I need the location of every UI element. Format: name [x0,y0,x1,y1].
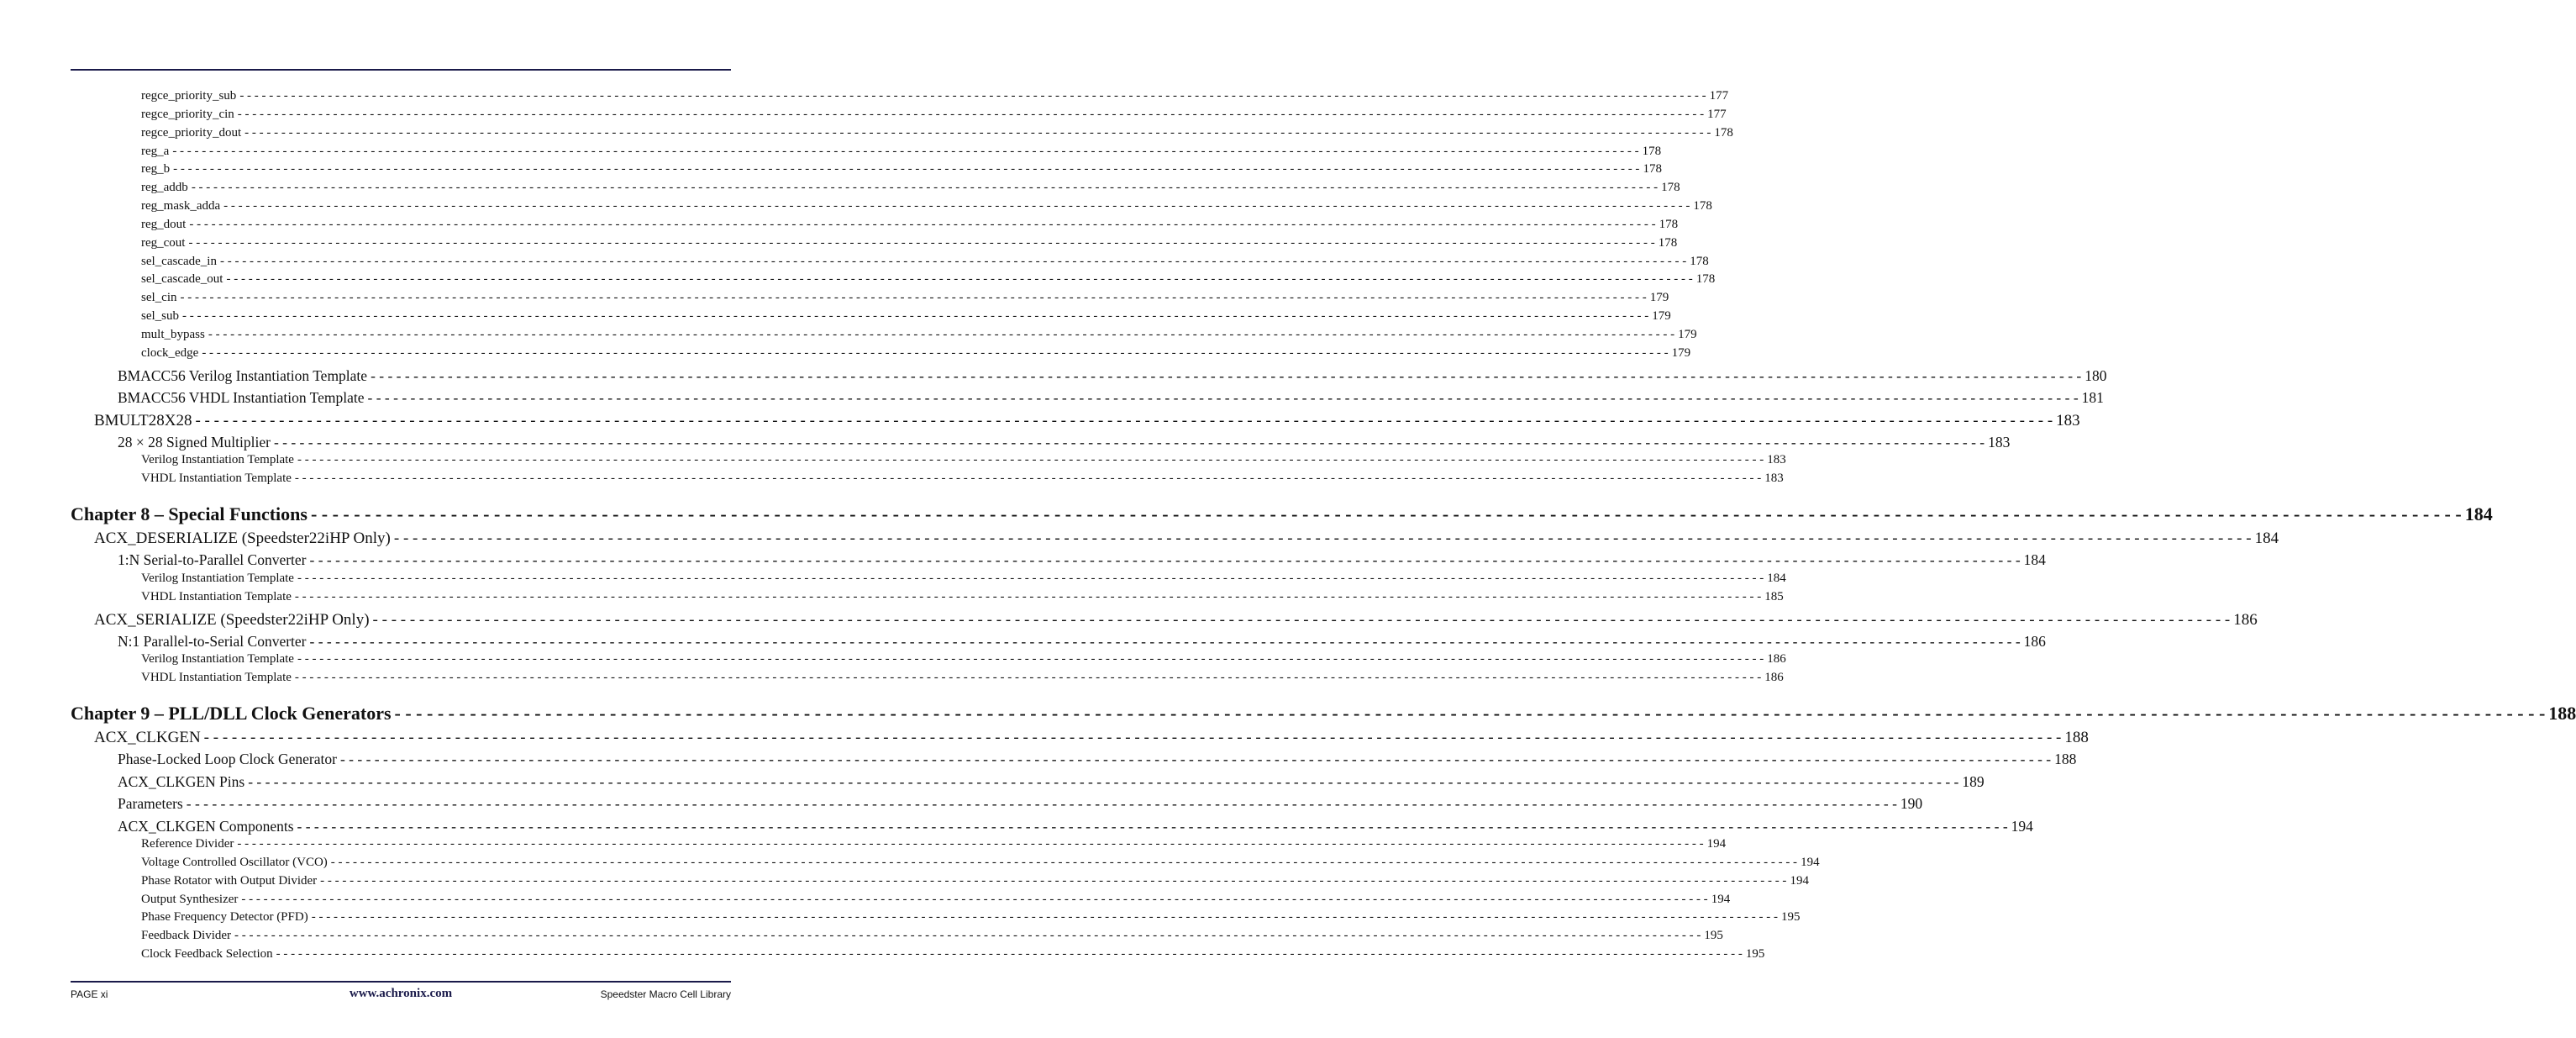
footer-rule [71,981,731,983]
toc-entry-title: VHDL Instantiation Template [141,671,292,684]
toc-leader-dots: - - - - - - - - - - - - - - - - - - - - - - - - - - - - - - - - - - - - - - - - - - - - - - - - - - - - - - - - - - - - - - - - - - - - - - - - - - - - - - - - - - - - - - - - - - - - - - - - - - - - - - - - - - - - - - - - - - - - - - - - - - - - - - - - - - - - - - - - - - - - - - - - - - - - - - - - - - - - - - - - - - - - - - - - - - - - - - - - - - - - - - - - - - - - - - - - - - - - - - - - [309,551,2021,568]
toc-entry[interactable] [141,309,1671,324]
toc-entry-title: clock_edge [141,346,199,360]
toc-leader-dots: - - - - - - - - - - - - - - - - - - - - - - - - - - - - - - - - - - - - - - - - - - - - - - - - - - - - - - - - - - - - - - - - - - - - - - - - - - - - - - - - - - - - - - - - - - - - - - - - - - - - - - - - - - - - - - - - - - - - - - - - - - - - - - - - - - - - - - - - - - - - - - - - - - - - - - - - - - - - - - - - - - - - - - - - - - - - - - - - - - - - - - - - - - - - - - - - - - - - - - - - [219,255,1687,268]
toc-entry-page: 194 [1790,874,1809,888]
toc-entry-title: sel_cin [141,291,177,304]
toc-entry-title: BMACC56 Verilog Instantiation Template [118,367,368,384]
toc-entry-title: reg_b [141,162,171,176]
toc-entry-page: 178 [1661,181,1680,194]
toc-leader-dots: - - - - - - - - - - - - - - - - - - - - - - - - - - - - - - - - - - - - - - - - - - - - - - - - - - - - - - - - - - - - - - - - - - - - - - - - - - - - - - - - - - - - - - - - - - - - - - - - - - - - - - - - - - - - - - - - - - - - - - - - - - - - - - - - - - - - - - - - - - - - - - - - - - - - - - - - - - - - - - - - - - - - - - - - - - - - - - - - - - - - - - - - - - - - - - - - - - - - - - - - [234,929,1701,942]
toc-entry-title: Phase-Locked Loop Clock Generator [118,751,337,767]
toc-leader-dots: - - - - - - - - - - - - - - - - - - - - - - - - - - - - - - - - - - - - - - - - - - - - - - - - - - - - - - - - - - - - - - - - - - - - - - - - - - - - - - - - - - - - - - - - - - - - - - - - - - - - - - - - - - - - - - - - - - - - - - - - - - - - - - - - - - - - - - - - - - - - - - - - - - - - - - - - - - - - - - - - - - - - - - - - - - - - - - - - - - - - - - - - - - - - - - - - - - - - - - - - [241,893,1708,906]
toc-entry-page: 181 [2081,389,2104,406]
toc-leader-dots: - - - - - - - - - - - - - - - - - - - - - - - - - - - - - - - - - - - - - - - - - - - - - - - - - - - - - - - - - - - - - - - - - - - - - - - - - - - - - - - - - - - - - - - - - - - - - - - - - - - - - - - - - - - - - - - - - - - - - - - - - - - - - - - - - - - - - - - - - - - - - - - - - - - - - - - - - - - - - - - - - - - - - - - - - - - - - - - - - - - - - - - - - - - - - - - - - - - - - - - - [309,633,2021,650]
toc-entry-page: 177 [1709,89,1729,103]
toc-entry-page: 184 [2023,551,2046,568]
toc-entry-page: 184 [2464,503,2493,524]
toc-entry-page: 184 [1767,572,1786,585]
toc-leader-dots: - - - - - - - - - - - - - - - - - - - - - - - - - - - - - - - - - - - - - - - - - - - - - - - - - - - - - - - - - - - - - - - - - - - - - - - - - - - - - - - - - - - - - - - - - - - - - - - - - - - - - - - - - - - - - - - - - - - - - - - - - - - - - - - - - - - - - - - - - - - - - - - - - - - - - - - - - - - - - - - - - - - - - - - - - - - - - - - - - - - - - - - - - - - - - - - - - - - - - - - - [208,328,1675,341]
toc-entry-title: Output Synthesizer [141,893,239,906]
toc-entry[interactable] [141,671,1784,685]
toc-entry[interactable] [141,181,1680,195]
toc-entry[interactable] [141,272,1716,287]
toc-entry[interactable] [141,929,1723,943]
toc-entry-page: 186 [1764,671,1784,684]
toc-entry-title: ACX_CLKGEN Pins [118,773,245,790]
toc-entry-page: 183 [2056,412,2080,429]
toc-entry-title: Phase Rotator with Output Divider [141,874,318,888]
toc-entry[interactable] [141,346,1691,361]
toc-entry-title: BMACC56 VHDL Instantiation Template [118,389,365,406]
toc-leader-dots: - - - - - - - - - - - - - - - - - - - - - - - - - - - - - - - - - - - - - - - - - - - - - - - - - - - - - - - - - - - - - - - - - - - - - - - - - - - - - - - - - - - - - - - - - - - - - - - - - - - - - - - - - - - - - - - - - - - - - - - - - - - - - - - - - - - - - - - - - - - - - - - - - - - - - - - - - - - - - - - - - - - - - - - - - - - - - - - - - - - - - - - - - - - - - - - - - - - - - - - - [294,590,1762,603]
toc-entry-page: 186 [2023,633,2046,650]
toc-entry[interactable] [94,729,2089,747]
toc-entry[interactable] [141,145,1662,159]
toc-entry[interactable] [118,751,2077,768]
toc-leader-dots: - - - - - - - - - - - - - - - - - - - - - - - - - - - - - - - - - - - - - - - - - - - - - - - - - - - - - - - - - - - - - - - - - - - - - - - - - - - - - - - - - - - - - - - - - - - - - - - - - - - - - - - - - - - - - - - - - - - - - - - - - - - - - - - - - - - - - - - - - - - - - - - - - - - - - - - - - - - - - - - - - - - - - - - - - - - - - - - - - - - - - - - - - - - - - - - - - - - - - - - - [339,751,2052,767]
toc-leader-dots: - - - - - - - - - - - - - - - - - - - - - - - - - - - - - - - - - - - - - - - - - - - - - - - - - - - - - - - - - - - - - - - - - - - - - - - - - - - - - - - - - - - - - - - - - - - - - - - - - - - - - - - - - - - - - - - - - - - - - - - - - - - - - - - - - - - - - - - - - - - - - - - - - - - - - - - - - - - - - - - - - - - - - - - - - - - - - - - - - - - - - - - - - - - - - - - - - - - - - - - - [172,145,1639,158]
toc-leader-dots: - - - - - - - - - - - - - - - - - - - - - - - - - - - - - - - - - - - - - - - - - - - - - - - - - - - - - - - - - - - - - - - - - - - - - - - - - - - - - - - - - - - - - - - - - - - - - - - - - - - - - - - - - - - - - - - - - - - - - - - - - - - - - - - - - - - - - - - - - - - - - - - - - - - - - - - - - - - - - - - - - - - - - - - - - - - - - - - - - - - - - - - - - - - - - - - - - - - - - - - - [276,947,1743,961]
toc-entry-title: regce_priority_dout [141,126,242,140]
toc-entry-title: ACX_CLKGEN Components [118,818,294,835]
toc-entry-page: 179 [1649,291,1669,304]
toc-entry[interactable] [141,236,1678,250]
toc-entry[interactable] [118,818,2033,835]
toc-entry-page: 194 [2011,818,2033,835]
toc-entry-page: 179 [1671,346,1691,360]
toc-leader-dots: - - - - - - - - - - - - - - - - - - - - - - - - - - - - - - - - - - - - - - - - - - - - - - - - - - - - - - - - - - - - - - - - - - - - - - - - - - - - - - - - - - - - - - - - - - - - - - - - - - - - - - - - - - - - - - - - - - - - - - - - - - - - - - - - - - - - - - - - - - - - - - - - - - - - - - - - - - - - - - - - - - - - - - - - - - - - - - - - - - - - - - - - - - - - - - - - - - - - - - - - [367,389,2079,406]
toc-leader-dots: - - - - - - - - - - - - - - - - - - - - - - - - - - - - - - - - - - - - - - - - - - - - - - - - - - - - - - - - - - - - - - - - - - - - - - - - - - - - - - - - - - - - - - - - - - - - - - - - - - - - - - - - - - - - - - - - - - - - - - - - - - - - - - - - - - - - - - - - - - - - - - - - - - - - - - - - - - - - - - - - - - - - - - - - - - - - - - - - - - - - - - - - - - - - - - - - - - - - - - - - [189,218,1656,231]
toc-entry-page: 195 [1745,947,1765,961]
toc-entry-title: regce_priority_cin [141,108,234,121]
toc-entry-title: 28 × 28 Signed Multiplier [118,434,271,451]
toc-entry-title: Verilog Instantiation Template [141,572,294,585]
toc-entry-title: Chapter 9 – PLL/DLL Clock Generators [71,703,392,724]
toc-entry-page: 194 [1706,837,1727,851]
toc-entry-page: 178 [1658,236,1678,250]
toc-leader-dots: - - - - - - - - - - - - - - - - - - - - - - - - - - - - - - - - - - - - - - - - - - - - - - - - - - - - - - - - - - - - - - - - - - - - - - - - - - - - - - - - - - - - - - - - - - - - - - - - - - - - - - - - - - - - - - - - - - - - - - - - - - - - - - - - - - - - - - - - - - - - - - - - - - - - - - - - - - - - - - - - - - - - - - - - - - - - - - - - - - - - - - - - - - - - - - - - - - - - - - - - [239,89,1706,103]
toc-leader-dots: - - - - - - - - - - - - - - - - - - - - - - - - - - - - - - - - - - - - - - - - - - - - - - - - - - - - - - - - - - - - - - - - - - - - - - - - - - - - - - - - - - - - - - - - - - - - - - - - - - - - - - - - - - - - - - - - - - - - - - - - - - - - - - - - - - - - - - - - - - - - - - - - - - - - - - - - - - - - - - - - - - - - - - - - - - - - - - - - - - - - - - - - - - - - - - - - - - - - - - - - [180,291,1647,304]
toc-leader-dots: - - - - - - - - - - - - - - - - - - - - - - - - - - - - - - - - - - - - - - - - - - - - - - - - - - - - - - - - - - - - - - - - - - - - - - - - - - - - - - - - - - - - - - - - - - - - - - - - - - - - - - - - - - - - - - - - - - - - - - - - - - - - - - - - - - - - - - - - - - - - - - - - - - - - - - - - - - - - - - - - - - - - - - - - - - - - - - - - - - - - - - - - - - - - - - - - - - - - - - - - [173,162,1640,176]
toc-leader-dots: - - - - - - - - - - - - - - - - - - - - - - - - - - - - - - - - - - - - - - - - - - - - - - - - - - - - - - - - - - - - - - - - - - - - - - - - - - - - - - - - - - - - - - - - - - - - - - - - - - - - - - - - - - - - - - - - - - - - - - - - - - - - - - - - - - - - - - - - - - - - - - - - - - - - - - - - - - - - - - - - - - - - - - - - - - - - - - - - - - - - - - - - - - - - - - - - - - - - - - - - [294,472,1762,485]
toc-entry[interactable] [71,703,2576,724]
toc-leader-dots: - - - - - - - - - - - - - - - - - - - - - - - - - - - - - - - - - - - - - - - - - - - - - - - - - - - - - - - - - - - - - - - - - - - - - - - - - - - - - - - - - - - - - - - - - - - - - - - - - - - - - - - - - - - - - - - - - - - - - - - - - - - - - - - - - - - - - - - - - - - - - - - - - - - - - - - - - - - - - - - - - - - - - - - - - - - - - - - - - - - - - - - - - - - - - - - - - - - - - - - - [311,910,1778,924]
toc-entry-title: reg_dout [141,218,187,231]
toc-entry[interactable] [141,874,1809,888]
toc-leader-dots: - - - - - - - - - - - - - - - - - - - - - - - - - - - - - - - - - - - - - - - - - - - - - - - - - - - - - - - - - - - - - - - - - - - - - - - - - - - - - - - - - - - - - - - - - - - - - - - - - - - - - - - - - - - - - - - - - - - - - - - - - - - - - - - - - - - - - - - - - - - - - - - - - - - - - - - - - - - - - - - - - - - - - - - - - - - - - - - - - - - - - - - - - - - - - - - - - - - - - - - - [294,671,1762,684]
toc-entry[interactable] [94,611,2258,630]
toc-entry[interactable] [141,453,1786,467]
toc-entry-page: 188 [2064,729,2089,746]
toc-entry[interactable] [141,572,1786,586]
toc-entry[interactable] [141,218,1679,232]
toc-entry[interactable] [141,837,1727,851]
toc-entry-title: Voltage Controlled Oscillator (VCO) [141,856,328,869]
toc-leader-dots: - - - - - - - - - - - - - - - - - - - - - - - - - - - - - - - - - - - - - - - - - - - - - - - - - - - - - - - - - - - - - - - - - - - - - - - - - - - - - - - - - - - - - - - - - - - - - - - - - - - - - - - - - - - - - - - - - - - - - - - - - - - - - - - - - - - - - - - - - - - - - - - - - - - - - - - - - - - - - - - - - - - - - - - - - - - - - - - - - - - - - - - - - - - - - - - - - - - - - - - - [297,818,2008,835]
toc-entry-title: VHDL Instantiation Template [141,472,292,485]
toc-entry[interactable] [141,291,1669,305]
toc-entry-title: ACX_CLKGEN [94,729,201,746]
toc-leader-dots: - - - - - - - - - - - - - - - - - - - - - - - - - - - - - - - - - - - - - - - - - - - - - - - - - - - - - - - - - - - - - - - - - - - - - - - - - - - - - - - - - - - - - - - - - - - - - - - - - - - - - - - - - - - - - - - - - - - - - - - - - - - - - - - - - - - - - - - - - - - - - - - - - - - - - - - - - - - - - - - - - - - - - - - - - - - - - - - - - - - - - - - - - - - - - - - - - - - - - - - - [203,729,2062,746]
toc-entry[interactable] [118,773,1985,791]
toc-entry[interactable] [118,551,2046,569]
toc-leader-dots: - - - - - - - - - - - - - - - - - - - - - - - - - - - - - - - - - - - - - - - - - - - - - - - - - - - - - - - - - - - - - - - - - - - - - - - - - - - - - - - - - - - - - - - - - - - - - - - - - - - - - - - - - - - - - - - - - - - - - - - - - - - - - - - - - - - - - - - - - - - - - - - - - - - - - - - - - - - - - - - - - - - - - - - - - - - - - - - - - - - - - - - - - - - - - - - - - - - - - - - - [237,108,1705,121]
toc-entry-page: 183 [1767,453,1786,466]
footer-website-link[interactable]: www.achronix.com [349,987,453,1000]
toc-entry-page: 186 [2233,611,2258,629]
toc-entry[interactable] [141,856,1820,870]
toc-entry[interactable] [71,503,2493,525]
toc-entry[interactable] [141,108,1727,122]
toc-entry-title: Chapter 8 – Special Functions [71,503,308,524]
toc-leader-dots: - - - - - - - - - - - - - - - - - - - - - - - - - - - - - - - - - - - - - - - - - - - - - - - - - - - - - - - - - - - - - - - - - - - - - - - - - - - - - - - - - - - - - - - - - - - - - - - - - - - - - - - - - - - - - - - - - - - - - - - - - - - - - - - - - - - - - - - - - - - - - - - - - - - - - - - - - - - - - - - - - - - - - - - - - - - - - - - - - - - - - - - - - - - - - - - - - - - - - - - - [188,236,1655,250]
toc-entry-page: 194 [1711,893,1731,906]
toc-entry[interactable] [141,652,1786,667]
toc-entry-title: Verilog Instantiation Template [141,652,294,666]
toc-entry[interactable] [141,910,1801,925]
toc-entry-title: BMULT28X28 [94,412,192,429]
toc-leader-dots: - - - - - - - - - - - - - - - - - - - - - - - - - - - - - - - - - - - - - - - - - - - - - - - - - - - - - - - - - - - - - - - - - - - - - - - - - - - - - - - - - - - - - - - - - - - - - - - - - - - - - - - - - - - - - - - - - - - - - - - - - - - - - - - - - - - - - - - - - - - - - - - - - - - - - - - - - - - - - - - - - - - - - - - - - - - - - - - - - - - - - - - - - - - - - - - - - - - - - - - - [186,795,1897,812]
toc-entry-title: reg_cout [141,236,186,250]
toc-entry-page: 178 [1690,255,1709,268]
toc-entry-title: ACX_SERIALIZE (Speedster22iHP Only) [94,611,370,629]
toc-entry[interactable] [118,389,2104,407]
toc-entry-title: reg_addb [141,181,188,194]
toc-entry-page: 178 [1659,218,1679,231]
toc-entry-page: 183 [1988,434,2011,451]
toc-entry-title: 1:N Serial-to-Parallel Converter [118,551,307,568]
toc-entry[interactable] [118,367,2107,385]
toc-entry-title: mult_bypass [141,328,205,341]
toc-leader-dots: - - - - - - - - - - - - - - - - - - - - - - - - - - - - - - - - - - - - - - - - - - - - - - - - - - - - - - - - - - - - - - - - - - - - - - - - - - - - - - - - - - - - - - - - - - - - - - - - - - - - - - - - - - - - - - - - - - - - - - - - - - - - - - - - - - - - - - - - - - - - - - - - - - - - - - - - - - - - - - - - - - - - - - - - - - - - - - - - - - - - - - - - - - - - - - - - - - - - - - - - [226,272,1693,286]
toc-entry-page: 178 [1714,126,1733,140]
toc-entry[interactable] [141,199,1712,213]
toc-leader-dots: - - - - - - - - - - - - - - - - - - - - - - - - - - - - - - - - - - - - - - - - - - - - - - - - - - - - - - - - - - - - - - - - - - - - - - - - - - - - - - - - - - - - - - - - - - - - - - - - - - - - - - - - - - - - - - - - - - - - - - - - - - - - - - - - - - - - - - - - - - - - - - - - - - - - - - - - - - - - - - - - - - - - - - - - - - - - - - - - - - - - - - - - - - - - - - - - - - - - - - - - [237,837,1704,851]
toc-leader-dots: - - - - - - - - - - - - - - - - - - - - - - - - - - - - - - - - - - - - - - - - - - - - - - - - - - - - - - - - - - - - - - - - - - - - - - - - - - - - - - - - - - - - - - - - - - - - - - - - - - - - - - - - - - - - - - - - - - - - - - - - - - - - - - - - - - - - - - - - - - - - - - - - - - - - - - - - - - - - - - - - - - - - - - - - - - - - - - - - - - - - - - - - - - - - - - - - - - - - - - - - [223,199,1690,213]
toc-leader-dots: - - - - - - - - - - - - - - - - - - - - - - - - - - - - - - - - - - - - - - - - - - - - - - - - - - - - - - - - - - - - - - - - - - - - - - - - - - - - - - - - - - - - - - - - - - - - - - - - - - - - - - - - - - - - - - - - - - - - - - - - - - - - - - - - - - - - - - - - - - - - - - - - - - - - - - - - - - - - - - - - - - - - - - - - - - - - - - - - - - - - - - - - - - - - - - - - - - - - - - - - [297,652,1764,666]
toc-entry[interactable] [141,893,1731,907]
toc-entry-title: Parameters [118,795,183,812]
footer-doc-title: Speedster Macro Cell Library [600,988,731,1000]
toc-leader-dots: - - - - - - - - - - - - - - - - - - - - - - - - - - - - - - - - - - - - - - - - - - - - - - - - - - - - - - - - - - - - - - - - - - - - - - - - - - - - - - - - - - - - - - - - - - - - - - - - - - - - - - - - - - - - - - - - - - - - - - - - - - - - - - - - - - - - - - - - - - - - - - - - - - - - - - - - - - - - - - - - - - - - - - - - - - - - - - - - - - - - - - - - - - - - - - - - - - - - - - - - [195,412,2053,429]
toc-entry-page: 179 [1652,309,1671,323]
toc-entry-title: sel_cascade_out [141,272,223,286]
toc-leader-dots: - - - - - - - - - - - - - - - - - - - - - - - - - - - - - - - - - - - - - - - - - - - - - - - - - - - - - - - - - - - - - - - - - - - - - - - - - - - - - - - - - - - - - - - - - - - - - - - - - - - - - - - - - - - - - - - - - - - - - - - - - - - - - - - - - - - - - - - - - - - - - - - - - - - - - - - - - - - - - - - - - - - - - - - - - - - - - - - - - - - - - - - - - - - - - - - - - - - - - - - - [248,773,1959,790]
toc-leader-dots: - - - - - - - - - - - - - - - - - - - - - - - - - - - - - - - - - - - - - - - - - - - - - - - - - - - - - - - - - - - - - - - - - - - - - - - - - - - - - - - - - - - - - - - - - - - - - - - - - - - - - - - - - - - - - - - - - - - - - - - - - - - - - - - - - - - - - - - - - - - - - - - - - - - - - - - - - - - - - - - - - - - - - - - - - - - - - - - - - - - - - - - - - - - - - - - - - - - - - - - - [273,434,1985,451]
toc-entry-page: 177 [1707,108,1727,121]
toc-entry-page: 195 [1704,929,1723,942]
toc-entry[interactable] [94,412,2080,430]
toc-leader-dots: - - - - - - - - - - - - - - - - - - - - - - - - - - - - - - - - - - - - - - - - - - - - - - - - - - - - - - - - - - - - - - - - - - - - - - - - - - - - - - - - - - - - - - - - - - - - - - - - - - - - - - - - - - - - - - - - - - - - - - - - - - - - - - - - - - - - - - - - - - - - - - - - - - - - - - - - - - - - - - - - - - - - - - - - - - - - - - - - - - - - - - - - - - - - - - - - - - - - - - - - [394,703,2546,724]
toc-leader-dots: - - - - - - - - - - - - - - - - - - - - - - - - - - - - - - - - - - - - - - - - - - - - - - - - - - - - - - - - - - - - - - - - - - - - - - - - - - - - - - - - - - - - - - - - - - - - - - - - - - - - - - - - - - - - - - - - - - - - - - - - - - - - - - - - - - - - - - - - - - - - - - - - - - - - - - - - - - - - - - - - - - - - - - - - - - - - - - - - - - - - - - - - - - - - - - - - - - - - - - - - [310,503,2462,524]
toc-entry[interactable] [118,633,2046,651]
toc-entry[interactable] [141,590,1784,604]
toc-entry-title: reg_a [141,145,170,158]
toc-entry[interactable] [141,472,1784,486]
toc-entry[interactable] [118,795,1923,813]
toc-leader-dots: - - - - - - - - - - - - - - - - - - - - - - - - - - - - - - - - - - - - - - - - - - - - - - - - - - - - - - - - - - - - - - - - - - - - - - - - - - - - - - - - - - - - - - - - - - - - - - - - - - - - - - - - - - - - - - - - - - - - - - - - - - - - - - - - - - - - - - - - - - - - - - - - - - - - - - - - - - - - - - - - - - - - - - - - - - - - - - - - - - - - - - - - - - - - - - - - - - - - - - - - [182,309,1649,323]
toc-entry[interactable] [141,947,1765,962]
toc-entry-page: 190 [1900,795,1923,812]
footer-page-label: PAGE xi [71,988,108,1000]
toc-entry-title: Clock Feedback Selection [141,947,273,961]
toc-entry-title: Verilog Instantiation Template [141,453,294,466]
toc-entry-page: 178 [1695,272,1716,286]
toc-entry-title: Reference Divider [141,837,234,851]
toc-leader-dots: - - - - - - - - - - - - - - - - - - - - - - - - - - - - - - - - - - - - - - - - - - - - - - - - - - - - - - - - - - - - - - - - - - - - - - - - - - - - - - - - - - - - - - - - - - - - - - - - - - - - - - - - - - - - - - - - - - - - - - - - - - - - - - - - - - - - - - - - - - - - - - - - - - - - - - - - - - - - - - - - - - - - - - - - - - - - - - - - - - - - - - - - - - - - - - - - - - - - - - - - [393,530,2252,547]
toc-entry-page: 189 [1962,773,1985,790]
toc-entry[interactable] [141,328,1697,342]
toc-entry-title: Phase Frequency Detector (PFD) [141,910,308,924]
toc-entry-title: ACX_DESERIALIZE (Speedster22iHP Only) [94,530,391,547]
toc-entry-page: 195 [1780,910,1801,924]
toc-entry[interactable] [118,434,2011,451]
toc-entry-title: reg_mask_adda [141,199,221,213]
toc-entry-page: 183 [1764,472,1784,485]
toc-leader-dots: - - - - - - - - - - - - - - - - - - - - - - - - - - - - - - - - - - - - - - - - - - - - - - - - - - - - - - - - - - - - - - - - - - - - - - - - - - - - - - - - - - - - - - - - - - - - - - - - - - - - - - - - - - - - - - - - - - - - - - - - - - - - - - - - - - - - - - - - - - - - - - - - - - - - - - - - - - - - - - - - - - - - - - - - - - - - - - - - - - - - - - - - - - - - - - - - - - - - - - - - [202,346,1669,360]
toc-entry-title: regce_priority_sub [141,89,237,103]
toc-entry-title: sel_cascade_in [141,255,217,268]
toc-entry[interactable] [141,162,1662,177]
toc-entry-page: 185 [1764,590,1784,603]
toc-entry[interactable] [141,126,1733,140]
toc-leader-dots: - - - - - - - - - - - - - - - - - - - - - - - - - - - - - - - - - - - - - - - - - - - - - - - - - - - - - - - - - - - - - - - - - - - - - - - - - - - - - - - - - - - - - - - - - - - - - - - - - - - - - - - - - - - - - - - - - - - - - - - - - - - - - - - - - - - - - - - - - - - - - - - - - - - - - - - - - - - - - - - - - - - - - - - - - - - - - - - - - - - - - - - - - - - - - - - - - - - - - - - - [297,572,1764,585]
toc-entry-page: 178 [1643,162,1662,176]
toc-entry-title: Feedback Divider [141,929,232,942]
toc-leader-dots: - - - - - - - - - - - - - - - - - - - - - - - - - - - - - - - - - - - - - - - - - - - - - - - - - - - - - - - - - - - - - - - - - - - - - - - - - - - - - - - - - - - - - - - - - - - - - - - - - - - - - - - - - - - - - - - - - - - - - - - - - - - - - - - - - - - - - - - - - - - - - - - - - - - - - - - - - - - - - - - - - - - - - - - - - - - - - - - - - - - - - - - - - - - - - - - - - - - - - - - - [191,181,1659,194]
toc-entry-page: 179 [1678,328,1697,341]
toc-leader-dots: - - - - - - - - - - - - - - - - - - - - - - - - - - - - - - - - - - - - - - - - - - - - - - - - - - - - - - - - - - - - - - - - - - - - - - - - - - - - - - - - - - - - - - - - - - - - - - - - - - - - - - - - - - - - - - - - - - - - - - - - - - - - - - - - - - - - - - - - - - - - - - - - - - - - - - - - - - - - - - - - - - - - - - - - - - - - - - - - - - - - - - - - - - - - - - - - - - - - - - - - [372,611,2231,629]
toc-entry-page: 178 [1693,199,1712,213]
toc-entry-page: 184 [2254,530,2279,547]
toc-entry-title: sel_sub [141,309,179,323]
toc-leader-dots: - - - - - - - - - - - - - - - - - - - - - - - - - - - - - - - - - - - - - - - - - - - - - - - - - - - - - - - - - - - - - - - - - - - - - - - - - - - - - - - - - - - - - - - - - - - - - - - - - - - - - - - - - - - - - - - - - - - - - - - - - - - - - - - - - - - - - - - - - - - - - - - - - - - - - - - - - - - - - - - - - - - - - - - - - - - - - - - - - - - - - - - - - - - - - - - - - - - - - - - - [320,874,1787,888]
toc-leader-dots: - - - - - - - - - - - - - - - - - - - - - - - - - - - - - - - - - - - - - - - - - - - - - - - - - - - - - - - - - - - - - - - - - - - - - - - - - - - - - - - - - - - - - - - - - - - - - - - - - - - - - - - - - - - - - - - - - - - - - - - - - - - - - - - - - - - - - - - - - - - - - - - - - - - - - - - - - - - - - - - - - - - - - - - - - - - - - - - - - - - - - - - - - - - - - - - - - - - - - - - - [330,856,1798,869]
toc-entry-page: 178 [1642,145,1662,158]
toc-leader-dots: - - - - - - - - - - - - - - - - - - - - - - - - - - - - - - - - - - - - - - - - - - - - - - - - - - - - - - - - - - - - - - - - - - - - - - - - - - - - - - - - - - - - - - - - - - - - - - - - - - - - - - - - - - - - - - - - - - - - - - - - - - - - - - - - - - - - - - - - - - - - - - - - - - - - - - - - - - - - - - - - - - - - - - - - - - - - - - - - - - - - - - - - - - - - - - - - - - - - - - - - [371,367,2082,384]
toc-entry-page: 188 [2548,703,2576,724]
toc-leader-dots: - - - - - - - - - - - - - - - - - - - - - - - - - - - - - - - - - - - - - - - - - - - - - - - - - - - - - - - - - - - - - - - - - - - - - - - - - - - - - - - - - - - - - - - - - - - - - - - - - - - - - - - - - - - - - - - - - - - - - - - - - - - - - - - - - - - - - - - - - - - - - - - - - - - - - - - - - - - - - - - - - - - - - - - - - - - - - - - - - - - - - - - - - - - - - - - - - - - - - - - - [297,453,1764,466]
toc-entry-title: N:1 Parallel-to-Serial Converter [118,633,307,650]
toc-entry-page: 186 [1767,652,1786,666]
toc-entry[interactable] [141,255,1709,269]
toc-entry-title: VHDL Instantiation Template [141,590,292,603]
toc-entry-page: 180 [2084,367,2107,384]
toc-entry[interactable] [94,530,2279,548]
toc-leader-dots: - - - - - - - - - - - - - - - - - - - - - - - - - - - - - - - - - - - - - - - - - - - - - - - - - - - - - - - - - - - - - - - - - - - - - - - - - - - - - - - - - - - - - - - - - - - - - - - - - - - - - - - - - - - - - - - - - - - - - - - - - - - - - - - - - - - - - - - - - - - - - - - - - - - - - - - - - - - - - - - - - - - - - - - - - - - - - - - - - - - - - - - - - - - - - - - - - - - - - - - - [244,126,1711,140]
toc-entry-page: 188 [2054,751,2077,767]
toc-entry-page: 194 [1801,856,1820,869]
toc-entry[interactable] [141,89,1729,103]
